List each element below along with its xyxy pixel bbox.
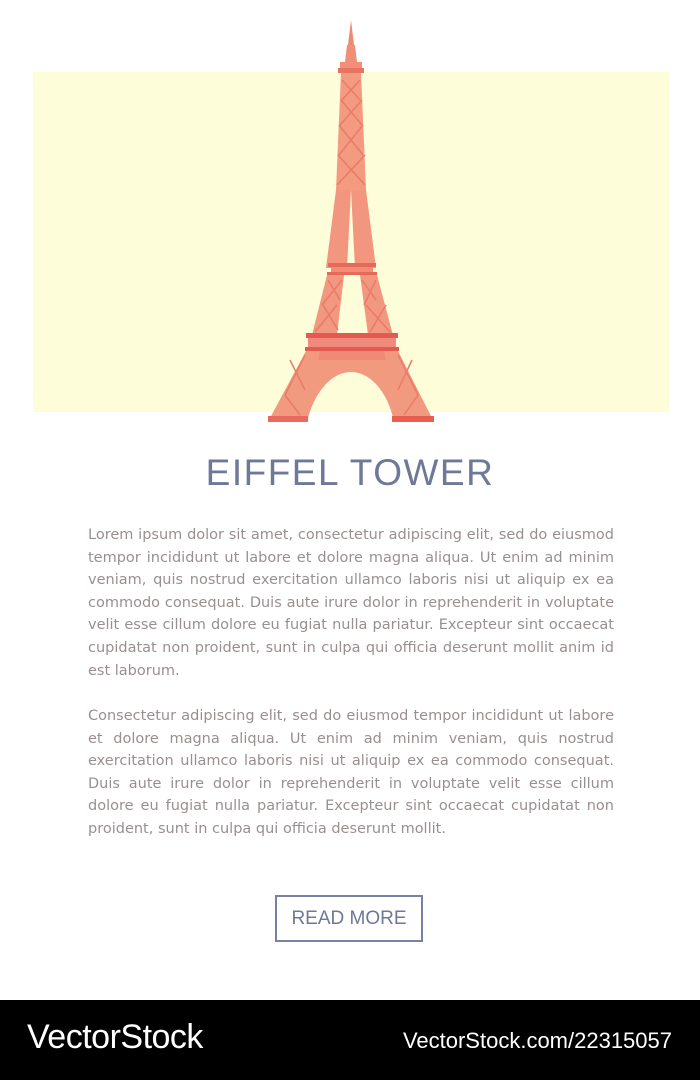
eiffel-tower-icon bbox=[0, 0, 700, 430]
body-paragraph-1: Lorem ipsum dolor sit amet, consectetur adipiscing elit, sed do eiusmod tempor incididunt ut labore et dolore magna aliqua. Ut enim ad minim veniam, quis nostrud exercitation ullamco laboris nisi ut aliquip ex ea commodo consequat. Duis aute irure dolor in reprehenderit in voluptate velit esse cillum dolore eu fugiat nulla pariatur. Excepteur sint occaecat cupidatat non proident, sunt in culpa qui officia deserunt mollit anim id est laborum. bbox=[88, 527, 614, 679]
page-title: EIFFEL TOWER bbox=[205, 452, 495, 493]
body-paragraph-2: Consectetur adipiscing elit, sed do eiusmod tempor incididunt ut labore et dolore magna aliqua. Ut enim ad minim veniam, quis nostrud exercitation ullamco laboris nisi ut aliquip ex ea commodo consequat. Duis aute irure dolor in reprehenderit in voluptate velit esse cillum dolore eu fugiat nulla pariatur. Excepteur sint occaecat cupidatat non proident, sunt in culpa qui officia deserunt mollit. bbox=[88, 708, 614, 837]
read-more-button[interactable]: READ MORE bbox=[275, 895, 423, 942]
brand-logo: VectorStock bbox=[27, 1018, 203, 1056]
image-id-url: VectorStock.com/22315057 bbox=[402, 1028, 672, 1053]
